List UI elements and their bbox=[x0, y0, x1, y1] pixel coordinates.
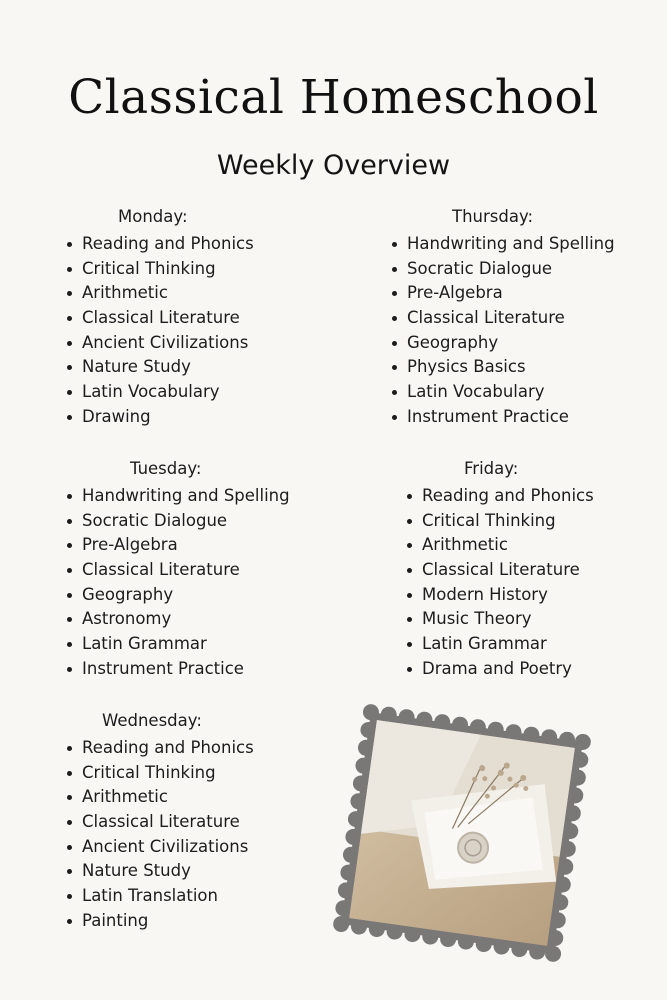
list-item-label: Classical Literature bbox=[82, 560, 240, 580]
day-heading: Thursday: bbox=[452, 207, 534, 226]
list-item bbox=[405, 632, 594, 657]
list-item-label: Latin Grammar bbox=[422, 634, 547, 654]
list-item-label: Instrument Practice bbox=[82, 658, 244, 678]
bullet-icon bbox=[67, 617, 72, 622]
list-item bbox=[65, 761, 254, 786]
bullet-icon bbox=[67, 642, 72, 647]
list-item bbox=[405, 657, 594, 682]
list-item bbox=[65, 484, 290, 509]
list-item bbox=[405, 533, 594, 558]
bullet-icon bbox=[392, 242, 397, 247]
list-item bbox=[65, 306, 254, 331]
bullet-icon bbox=[67, 390, 72, 395]
list-item-label: Physics Basics bbox=[407, 357, 526, 377]
bullet-icon bbox=[407, 519, 412, 524]
day-wednesday bbox=[65, 711, 254, 934]
list-item-label: Critical Thinking bbox=[82, 258, 216, 278]
list-item-label: Handwriting and Spelling bbox=[82, 486, 290, 505]
list-item bbox=[390, 257, 615, 282]
day-heading: Tuesday: bbox=[130, 459, 202, 478]
bullet-icon bbox=[67, 291, 72, 296]
bullet-icon bbox=[407, 642, 412, 647]
bullet-icon bbox=[392, 365, 397, 370]
list-item bbox=[390, 355, 615, 380]
list-item-label: Astronomy bbox=[82, 609, 172, 629]
list-item-label: Latin Grammar bbox=[82, 634, 207, 654]
day-heading: Monday: bbox=[118, 207, 188, 226]
list-item-label: Classical Literature bbox=[82, 812, 240, 832]
day-tuesday bbox=[65, 459, 290, 682]
list-item bbox=[65, 736, 254, 761]
list-item bbox=[390, 405, 615, 430]
bullet-icon bbox=[407, 593, 412, 598]
list-item-label: Drawing bbox=[82, 406, 151, 426]
bullet-icon bbox=[67, 543, 72, 548]
bullet-icon bbox=[67, 267, 72, 272]
day-friday bbox=[405, 459, 594, 682]
bullet-icon bbox=[67, 820, 72, 825]
list-item-label: Ancient Civilizations bbox=[82, 332, 249, 352]
bullet-icon bbox=[67, 869, 72, 874]
bullet-icon bbox=[392, 316, 397, 321]
bullet-icon bbox=[407, 667, 412, 672]
subject-list bbox=[65, 232, 254, 430]
bullet-icon bbox=[407, 617, 412, 622]
bullet-icon bbox=[392, 415, 397, 420]
list-item-label: Socratic Dialogue bbox=[407, 258, 553, 278]
list-item-label: Ancient Civilizations bbox=[82, 836, 249, 856]
list-item-label: Nature Study bbox=[82, 861, 191, 881]
list-item bbox=[65, 405, 254, 430]
day-thursday bbox=[390, 207, 615, 430]
list-item-label: Reading and Phonics bbox=[422, 486, 594, 505]
list-item-label: Modern History bbox=[422, 584, 548, 604]
bullet-icon bbox=[67, 316, 72, 321]
bullet-icon bbox=[67, 746, 72, 751]
bullet-icon bbox=[67, 795, 72, 800]
list-item bbox=[65, 281, 254, 306]
bullet-icon bbox=[392, 291, 397, 296]
list-item bbox=[65, 785, 254, 810]
bullet-icon bbox=[67, 771, 72, 776]
subject-list bbox=[390, 232, 615, 430]
day-heading: Wednesday: bbox=[102, 711, 202, 730]
subject-list bbox=[405, 484, 594, 682]
list-item bbox=[405, 607, 594, 632]
list-item-label: Classical Literature bbox=[407, 308, 565, 328]
bullet-icon bbox=[392, 341, 397, 346]
bullet-icon bbox=[407, 543, 412, 548]
bullet-icon bbox=[67, 415, 72, 420]
subject-list bbox=[65, 736, 254, 934]
day-monday bbox=[65, 207, 254, 430]
list-item-label: Instrument Practice bbox=[407, 406, 569, 426]
bullet-icon bbox=[67, 341, 72, 346]
bullet-icon bbox=[67, 494, 72, 499]
list-item-label: Reading and Phonics bbox=[82, 738, 254, 757]
bullet-icon bbox=[67, 667, 72, 672]
list-item bbox=[65, 657, 290, 682]
bullet-icon bbox=[67, 894, 72, 899]
list-item bbox=[405, 484, 594, 509]
list-item-label: Nature Study bbox=[82, 357, 191, 377]
list-item-label: Arithmetic bbox=[422, 535, 508, 555]
list-item bbox=[65, 257, 254, 282]
list-item bbox=[65, 533, 290, 558]
bullet-icon bbox=[407, 494, 412, 499]
list-item bbox=[405, 509, 594, 534]
list-item-label: Reading and Phonics bbox=[82, 234, 254, 253]
list-item-label: Geography bbox=[82, 584, 174, 604]
list-item-label: Critical Thinking bbox=[422, 510, 556, 530]
list-item bbox=[65, 583, 290, 608]
list-item bbox=[65, 355, 254, 380]
list-item-label: Geography bbox=[407, 332, 499, 352]
page-subtitle: Weekly Overview bbox=[216, 150, 451, 181]
list-item bbox=[65, 558, 290, 583]
stamp-photo bbox=[332, 703, 592, 963]
day-heading: Friday: bbox=[464, 459, 519, 478]
list-item-label: Drama and Poetry bbox=[422, 658, 572, 678]
page-title: Classical Homeschool bbox=[68, 70, 599, 125]
list-item bbox=[390, 306, 615, 331]
bullet-icon bbox=[407, 568, 412, 573]
bullet-icon bbox=[392, 267, 397, 272]
list-item bbox=[65, 380, 254, 405]
bullet-icon bbox=[67, 365, 72, 370]
list-item bbox=[65, 884, 254, 909]
list-item bbox=[65, 835, 254, 860]
list-item bbox=[390, 232, 615, 257]
bullet-icon bbox=[67, 919, 72, 924]
list-item-label: Critical Thinking bbox=[82, 762, 216, 782]
list-item-label: Music Theory bbox=[422, 609, 532, 629]
bullet-icon bbox=[392, 390, 397, 395]
list-item-label: Arithmetic bbox=[82, 787, 168, 807]
subject-list bbox=[65, 484, 290, 682]
list-item bbox=[65, 331, 254, 356]
list-item bbox=[390, 331, 615, 356]
list-item-label: Classical Literature bbox=[422, 560, 580, 580]
list-item bbox=[65, 810, 254, 835]
list-item bbox=[65, 859, 254, 884]
bullet-icon bbox=[67, 593, 72, 598]
list-item-label: Handwriting and Spelling bbox=[407, 234, 615, 253]
bullet-icon bbox=[67, 242, 72, 247]
list-item bbox=[390, 380, 615, 405]
bullet-icon bbox=[67, 845, 72, 850]
list-item-label: Socratic Dialogue bbox=[82, 510, 228, 530]
list-item bbox=[65, 232, 254, 257]
stamp-photo-image bbox=[332, 703, 592, 963]
list-item bbox=[405, 583, 594, 608]
list-item bbox=[390, 281, 615, 306]
list-item bbox=[65, 607, 290, 632]
list-item bbox=[65, 509, 290, 534]
list-item-label: Painting bbox=[82, 910, 149, 930]
bullet-icon bbox=[67, 519, 72, 524]
list-item-label: Latin Vocabulary bbox=[407, 382, 545, 402]
list-item bbox=[405, 558, 594, 583]
bullet-icon bbox=[67, 568, 72, 573]
list-item-label: Pre-Algebra bbox=[82, 535, 178, 555]
list-item-label: Latin Translation bbox=[82, 886, 218, 906]
list-item bbox=[65, 632, 290, 657]
list-item-label: Classical Literature bbox=[82, 308, 240, 328]
list-item bbox=[65, 909, 254, 934]
list-item-label: Pre-Algebra bbox=[407, 283, 503, 303]
list-item-label: Latin Vocabulary bbox=[82, 382, 220, 402]
list-item-label: Arithmetic bbox=[82, 283, 168, 303]
